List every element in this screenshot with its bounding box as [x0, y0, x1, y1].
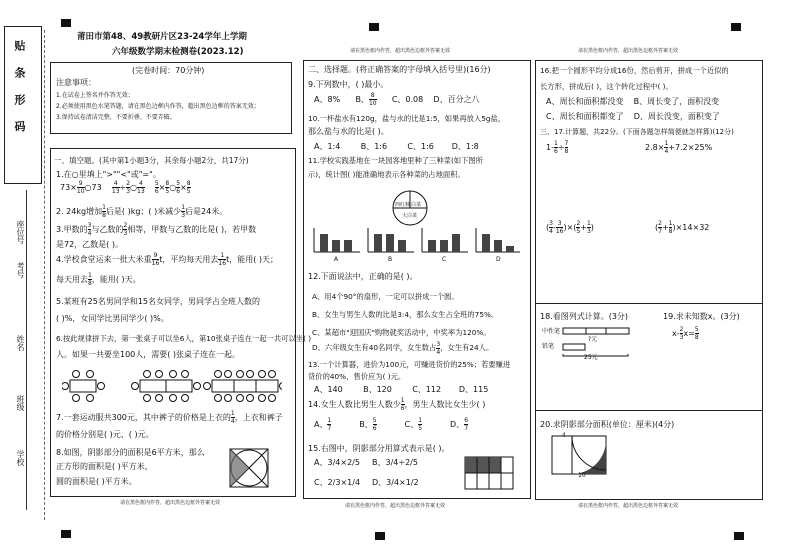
- q11-bar-charts: [312, 226, 522, 256]
- q7-line2: 的价格分别是( )元、( )元。: [56, 430, 154, 439]
- pie-label-1: 西红柿: [395, 202, 411, 208]
- registration-mark-bottom-mid: [375, 532, 385, 540]
- registration-mark-top-mid: [369, 23, 379, 31]
- q12-d: D、六年级女生有40名同学，女生数占 $\frac{3}{4}$ ，女生有24人。: [312, 340, 494, 356]
- q4: 4.学校食堂运来一批大米重 $\frac{9}{16}$ t，平均每天用去 $\frac{1}{16}$ t，能用( )天；: [56, 252, 278, 267]
- q9-options: A、8% B、 $\frac{8}{10}$ C、0.08 D、百分之八: [314, 92, 480, 107]
- exam-title-line1: 莆田市第48、49教研片区23-24学年上学期: [77, 32, 247, 42]
- notice-2: 2.必须使用黑色水笔答题，请在黑色边框内作答，超出黑色边框的答案无效；: [56, 103, 260, 110]
- q15-opt-d: D、3/4×1/2: [372, 478, 419, 487]
- q1-row: 73× $\frac{9}{10}$ ○73 $\frac{4}{13}$ ÷ $\frac{2}{3}$ ○ $\frac{4}{13}$ $\frac{5}{6}$ × $\frac{8}{5}$ ○ $\frac{5}{6}$ × $\frac{8}{5}$: [60, 180, 191, 195]
- chart-label-b: B: [388, 256, 393, 263]
- pie-label-3: 大白菜: [402, 213, 418, 219]
- bottom-footer-right: 请在黑色框内作答，超出黑色边框外答案无效: [578, 503, 679, 509]
- q10-line2: 那么盐与水的比是( )。: [308, 127, 389, 136]
- barcode-label: 贴 条 形 码: [13, 40, 26, 138]
- q5: 5.某班有25名男同学和15名女同学，男同学占全班人数的: [56, 297, 260, 306]
- q16-opts-1: A、周长和面积都没变 B、周长变了，面积没变: [546, 97, 720, 106]
- q11-line2: 示)，统计图( )能准确地表示各种菜的占地面积。: [308, 170, 465, 179]
- q16-line2: 长方形，拼成后( )，这个转化过程中( )。: [540, 82, 673, 91]
- name-label: 姓名: [16, 335, 25, 351]
- q14-options: A、 $\frac{1}{7}$ B、 $\frac{5}{6}$ C、 $\frac{1}{5}$ D、 $\frac{6}{7}$: [314, 417, 469, 432]
- calc-1: 1- $\frac{1}{6}$ ÷ $\frac{7}{8}$: [546, 140, 569, 155]
- square-circle-diagram: [229, 448, 269, 488]
- exam-title-line2: 六年级数学期末检测卷(2023.12): [112, 47, 244, 57]
- q13-line2: 货价的40%，售价应为( )元。: [308, 372, 406, 381]
- section3-title: 三、17.计算题，共22分。(下面各题怎样简便就怎样算)(12分): [540, 128, 734, 136]
- q12-a: A、用4个90°的扇形，一定可以拼成一个圆。: [312, 292, 459, 301]
- class-label: 班级: [16, 395, 25, 411]
- bottom-footer-left: 请在黑色框内作答，超出黑色边框外答案无效: [120, 500, 221, 506]
- q18-label-pen: 中性笔: [542, 328, 561, 335]
- q1: 1.在○里填上">""<"或"="。: [56, 170, 161, 179]
- q3-line2: 是72，乙数是( )。: [56, 240, 123, 249]
- q9: 9.下列数中，( )最小。: [308, 80, 389, 89]
- calc-4: ( $\frac{2}{7}$ + $\frac{1}{8}$ )×14×32: [655, 220, 710, 235]
- chart-label-c: C: [442, 256, 447, 263]
- q7: 7.一套运动服共300元，其中裤子的价格是上衣的 $\frac{1}{4}$ ，上衣和裤子: [56, 410, 283, 425]
- number-label: 考号: [16, 262, 25, 278]
- registration-mark-top-left: [61, 19, 71, 27]
- section1-title: 一、填空题。(其中第1小题3分，其余每小题2分，共17分): [54, 156, 249, 165]
- q18: 18.看图列式计算。(3分): [540, 312, 629, 321]
- q13: 13.一个计算器，进价为100元，可赚进货价的25%；若要赚进: [308, 360, 511, 369]
- q18-label-unknown: ?元: [588, 336, 598, 343]
- q20-label-4: 4: [562, 432, 566, 439]
- top-footer-mid: 请在黑色框内作答，超出黑色边框外答案无效: [350, 48, 451, 54]
- seat-label: 座位号: [16, 220, 25, 244]
- q20: 20.求阴影部分面积(单位：厘米)(4分): [540, 420, 675, 429]
- q18-bar-diagram: [562, 326, 634, 358]
- q4-line2: 每天用去 $\frac{1}{8}$ ，能用( )天。: [56, 272, 141, 287]
- q6-line2: 人。如果一共要坐100人，需要( )张桌子连在一起。: [56, 350, 241, 359]
- q15-opt-b: B、3/4÷2/5: [372, 458, 418, 467]
- q20-label-10: 10: [578, 472, 586, 479]
- q19: 19.求未知数x。(3分): [663, 312, 740, 321]
- name-underline: [26, 190, 28, 510]
- bottom-footer-mid: 请在黑色框内作答，超出黑色边框外答案无效: [345, 503, 446, 509]
- table-seating-diagram: [62, 368, 282, 404]
- q16: 16.把一个圆形平均分成16份，然后剪开，拼成一个近似的: [540, 66, 729, 75]
- q15-opt-a: A、3/4×2/5: [314, 458, 360, 467]
- q18-label-pencil: 铅笔: [542, 343, 555, 350]
- chart-label-a: A: [334, 256, 339, 263]
- q10: 10.一杯盐水有120g，盐与水的比是1:5，如果再放入5g盐，: [308, 114, 506, 123]
- q6: 6.按此规律拼下去，第一张桌子可以坐6人，第10张桌子连在一起一共可以坐( ): [56, 334, 312, 343]
- q12: 12.下面说法中，正确的是( )。: [308, 272, 418, 281]
- q12-b: B、女生与男生人数的比是3:4，那么女生占全班的75%。: [312, 310, 499, 319]
- pie-label-2: 白菜: [411, 202, 422, 208]
- binding-line: [44, 30, 46, 520]
- q13-options: A、140 B、120 C、112 D、115: [314, 385, 489, 394]
- q2: 2. 24kg增加 $\frac{1}{8}$ 后是( )kg；( )米减少 $\frac{1}{3}$ 后是24米。: [56, 204, 228, 219]
- q14: 14.女生人数比男生人数少 $\frac{1}{6}$ ，男生人数比女生少( ): [308, 397, 486, 412]
- section2-title: 二、选择题。(将正确答案的字母填入括号里)(16分): [308, 65, 491, 74]
- chart-label-d: D: [496, 256, 501, 263]
- q16-opts-2: C、周长和面积都变了 D、周长没变，面积变了: [546, 112, 720, 121]
- notice-1: 1.在试卷上签名并作答无效；: [56, 92, 134, 99]
- q15: 15.右图中，阴影部分用算式表示是( )。: [308, 444, 450, 453]
- exam-time: (完卷时间：70分钟): [132, 66, 205, 75]
- registration-mark-bottom-right: [734, 532, 744, 540]
- calc-3: ( $\frac{3}{4}$ - $\frac{3}{16}$ )×( $\frac{2}{5}$ + $\frac{1}{3}$ ): [546, 220, 594, 235]
- calc-2: 2.8× $\frac{1}{4}$ +7.2×25%: [645, 140, 713, 155]
- q11: 11.学校实践基地在一块园客地里种了三种菜(如下图所: [308, 156, 483, 165]
- q12-c: C、某超市"迎国庆"购物就奖活动中，中奖率为120%。: [312, 328, 491, 337]
- registration-mark-bottom-left: [61, 530, 71, 538]
- school-label: 学校: [16, 450, 25, 466]
- q8-line2: 正方形的面积是( )平方米，: [56, 462, 153, 471]
- q18-label-total: 25元: [584, 354, 598, 361]
- q15-grid-diagram: [464, 456, 514, 490]
- q10-options: A、1:4 B、1:6 C、1:6 D、1:8: [314, 142, 479, 151]
- q8: 8.如图，阴影部分的面积是6平方米，那么: [56, 448, 205, 457]
- q3: 3.甲数的 $\frac{3}{4}$ 与乙数的 $\frac{2}{3}$ 相等，甲数与乙数的比是( )，若甲数: [56, 222, 257, 237]
- q15-opt-c: C、2/3×1/4: [314, 478, 361, 487]
- q19-equation: x- $\frac{2}{3}$ x= $\frac{5}{8}$: [672, 326, 699, 341]
- registration-mark-top-right: [731, 23, 741, 31]
- top-footer-right: 请在黑色框内作答，超出黑色边框外答案无效: [578, 48, 679, 54]
- q5-line2: ( )%，女同学比男同学少( )%。: [56, 314, 169, 323]
- notice-title: 注意事项：: [56, 78, 96, 87]
- notice-3: 3.保持试卷清洁完整，不要折叠、不要弄破。: [56, 114, 176, 121]
- q8-line3: 圆的面积是( )平方米。: [56, 477, 137, 486]
